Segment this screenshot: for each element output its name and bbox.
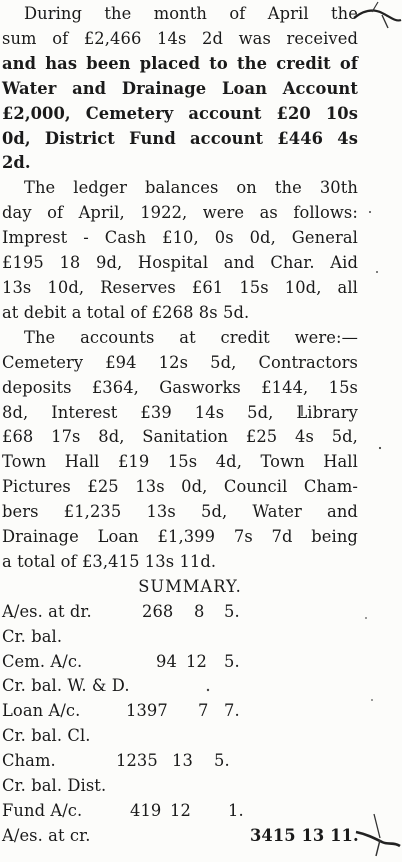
summary-label: Cr. bal. W. & D. bbox=[2, 676, 130, 696]
summary-table bbox=[2, 600, 358, 849]
article-line: bers £1,235 13s 5d, Water and bbox=[2, 502, 358, 522]
article-line: at debit a total of £268 8s 5d. bbox=[2, 302, 250, 322]
summary-row bbox=[2, 625, 358, 650]
summary-row bbox=[2, 674, 358, 699]
summary-row bbox=[2, 699, 358, 724]
summary-label: Cr. bal. Dist. bbox=[2, 775, 107, 795]
summary-label: Cr. bal. bbox=[2, 626, 63, 646]
summary-label: A/es. at dr. bbox=[2, 601, 92, 621]
article-line: £2,000, Cemetery account £20 10s bbox=[2, 103, 358, 123]
article-line: Pictures £25 13s 0d, Council Cham- bbox=[2, 477, 358, 497]
article-line: During the month of April the bbox=[24, 4, 358, 23]
summary-pounds: 1397 bbox=[126, 701, 168, 721]
summary-label: Cr. bal. Cl. bbox=[2, 726, 91, 746]
article-line: £195 18 9d, Hospital and Char. Aid bbox=[2, 253, 358, 273]
article-line: Cemetery £94 12s 5d, Contractors bbox=[2, 352, 358, 372]
article-line: a total of £3,415 13s 11d. bbox=[2, 551, 217, 571]
summary-label: Cham. bbox=[2, 751, 56, 771]
summary-shillings: 12 bbox=[186, 651, 207, 671]
article-line: Imprest - Cash £10, 0s 0d, General bbox=[2, 228, 358, 248]
article-line: Drainage Loan £1,399 7s 7d being bbox=[2, 527, 358, 547]
article-line: Town Hall £19 15s 4d, Town Hall bbox=[2, 452, 358, 472]
article-line: The ledger balances on the 30th bbox=[24, 178, 358, 198]
article-column bbox=[2, 2, 358, 849]
summary-row bbox=[2, 774, 358, 799]
article-line: and has been placed to the credit of bbox=[2, 53, 358, 73]
summary-pence: 5. bbox=[224, 601, 240, 621]
article-line: 2d. bbox=[2, 153, 31, 173]
summary-pence: 5. bbox=[214, 751, 230, 771]
summary-pence: 7. bbox=[224, 701, 240, 721]
article-line: deposits £364, Gasworks £144, 15s bbox=[2, 377, 358, 397]
summary-pence: 5. bbox=[224, 651, 240, 671]
summary-row bbox=[2, 724, 358, 749]
summary-shillings: 12 bbox=[170, 800, 191, 820]
article-line: Water and Drainage Loan Account bbox=[2, 78, 358, 98]
paragraph-receipts bbox=[2, 2, 358, 176]
article-line: 0d, District Fund account £446 4s bbox=[2, 128, 358, 148]
article-line: day of April, 1922, were as follows: bbox=[2, 203, 358, 223]
article-line: sum of £2,466 14s 2d was received bbox=[2, 28, 358, 48]
summary-total: 3415 13 11. bbox=[250, 825, 359, 845]
summary-shillings: 8 bbox=[194, 601, 205, 621]
summary-pounds: 268 bbox=[142, 601, 174, 621]
article-line: 13s 10d, Reserves £61 15s 10d, all bbox=[2, 277, 358, 297]
summary-pounds: 1235 bbox=[116, 751, 158, 771]
summary-label: Cem. A/c. bbox=[2, 651, 83, 671]
summary-shillings: 7 bbox=[198, 701, 209, 721]
article-line: The accounts at credit were:— bbox=[24, 327, 358, 347]
summary-row bbox=[2, 600, 358, 625]
summary-label: Loan A/c. bbox=[2, 701, 81, 721]
summary-pounds: 94 bbox=[156, 651, 177, 671]
paragraph-accounts-credit bbox=[2, 326, 358, 575]
paragraph-ledger-balances bbox=[2, 176, 358, 325]
summary-title: SUMMARY. bbox=[138, 576, 242, 596]
summary-pounds: 419 bbox=[130, 800, 162, 820]
summary-row bbox=[2, 824, 358, 849]
summary-shillings: 13 bbox=[172, 751, 193, 771]
article-line: £68 17s 8d, Sanitation £25 4s 5d, bbox=[2, 427, 358, 447]
summary-row bbox=[2, 749, 358, 774]
summary-row bbox=[2, 799, 358, 824]
summary-row bbox=[2, 650, 358, 675]
summary-pence: 1. bbox=[228, 800, 244, 820]
summary-label: Fund A/c. bbox=[2, 800, 83, 820]
article-line: 8d, Interest £39 14s 5d, Library bbox=[2, 402, 358, 422]
summary-label: A/es. at cr. bbox=[2, 825, 91, 845]
